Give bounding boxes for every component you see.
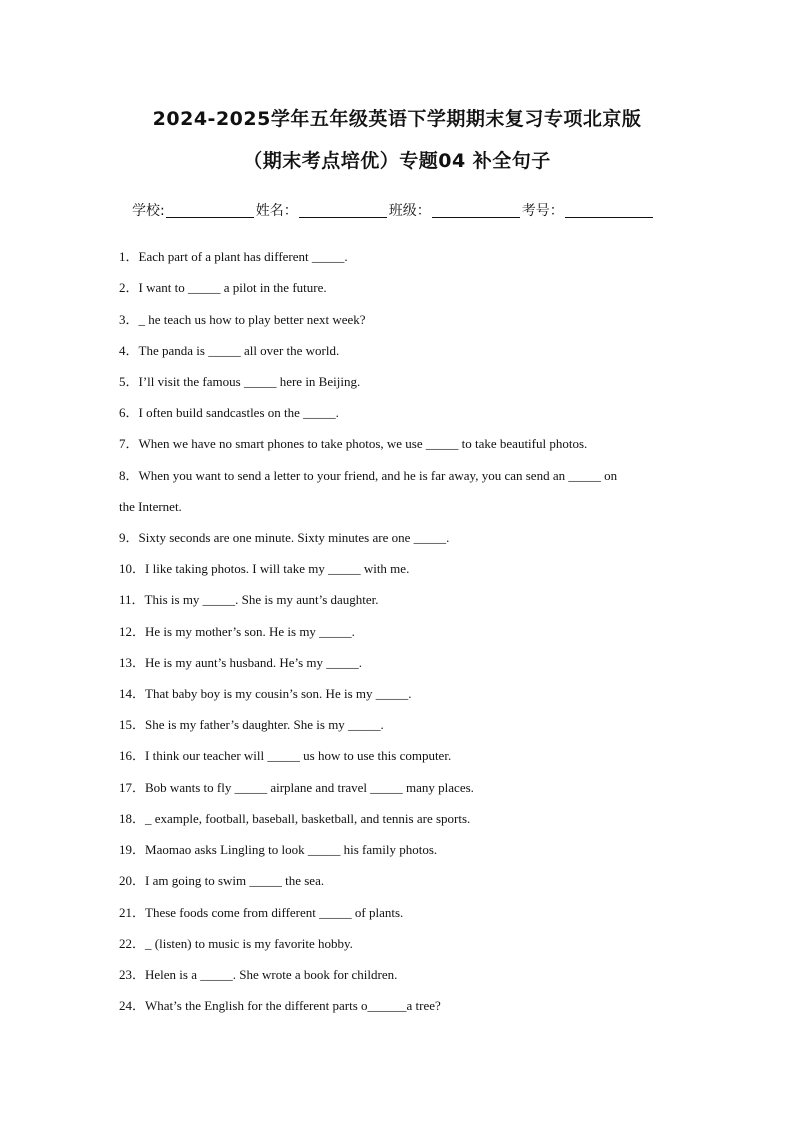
question-number: 17． bbox=[119, 780, 146, 795]
question-number: 2． bbox=[119, 280, 139, 295]
question-text: _ (listen) to music is my favorite hobby. bbox=[145, 936, 353, 951]
question-line bbox=[119, 404, 339, 422]
question-text: I’ll visit the famous _____ here in Beijing. bbox=[138, 374, 361, 389]
question-text: When we have no smart phones to take photos, we use _____ to take beautiful photos. bbox=[138, 436, 588, 451]
question-line bbox=[119, 841, 437, 859]
question-text: Bob wants to fly _____ airplane and travel _____ many places. bbox=[145, 780, 474, 795]
question-number: 5． bbox=[119, 374, 139, 389]
question-number: 13． bbox=[119, 655, 146, 670]
question-line bbox=[119, 311, 366, 329]
page-title: 2024-2025学年五年级英语下学期期末复习专项北京版 bbox=[152, 108, 642, 130]
question-line-continued bbox=[119, 498, 182, 516]
question-line bbox=[119, 872, 324, 890]
question-number: 22． bbox=[119, 936, 146, 951]
question-text: She is my father’s daughter. She is my _____. bbox=[145, 717, 384, 732]
question-line bbox=[119, 529, 449, 547]
name-field bbox=[256, 200, 389, 220]
question-line bbox=[119, 654, 362, 672]
question-number: 3． bbox=[119, 312, 139, 327]
question-line bbox=[119, 560, 409, 578]
question-line bbox=[119, 373, 360, 391]
question-line bbox=[119, 810, 470, 828]
question-text: Maomao asks Lingling to look _____ his family photos. bbox=[145, 842, 438, 857]
id-blank[interactable] bbox=[565, 202, 653, 218]
question-number: 21． bbox=[119, 905, 146, 920]
name-label: 姓名： bbox=[255, 203, 298, 219]
school-field bbox=[132, 200, 256, 220]
question-number: 8． bbox=[119, 468, 139, 483]
page-subtitle: （期末考点培优）专题04 补全句子 bbox=[243, 150, 551, 172]
question-text: These foods come from different _____ of plants. bbox=[145, 905, 404, 920]
question-number: 11． bbox=[119, 592, 145, 607]
question-number: 15． bbox=[119, 717, 146, 732]
question-text: He is my mother’s son. He is my _____. bbox=[145, 624, 355, 639]
question-text: _ example, football, baseball, basketball, and tennis are sports. bbox=[145, 811, 471, 826]
question-text: That baby boy is my cousin’s son. He is my _____. bbox=[145, 686, 412, 701]
question-line bbox=[119, 467, 617, 485]
question-number: 12． bbox=[119, 624, 146, 639]
school-blank[interactable] bbox=[166, 202, 254, 218]
question-line bbox=[119, 997, 441, 1015]
question-text: Sixty seconds are one minute. Sixty minutes are one _____. bbox=[138, 530, 450, 545]
question-number: 16． bbox=[119, 748, 146, 763]
question-text: Helen is a _____. She wrote a book for children. bbox=[145, 967, 398, 982]
question-number: 6． bbox=[119, 405, 139, 420]
question-number: 4． bbox=[119, 343, 139, 358]
question-line bbox=[119, 342, 339, 360]
question-line bbox=[119, 966, 397, 984]
class-field bbox=[389, 200, 522, 220]
question-text: Each part of a plant has different _____. bbox=[138, 249, 348, 264]
question-text: This is my _____. She is my aunt’s daughter. bbox=[144, 592, 379, 607]
question-number: 24． bbox=[119, 998, 146, 1013]
question-number: 1． bbox=[119, 249, 139, 264]
question-line bbox=[119, 685, 412, 703]
question-line bbox=[119, 435, 587, 453]
question-text: the Internet. bbox=[119, 499, 182, 514]
class-label: 班级： bbox=[388, 203, 431, 219]
id-field bbox=[522, 200, 655, 220]
question-text: What’s the English for the different parts o______a tree? bbox=[145, 998, 441, 1013]
question-text: I often build sandcastles on the _____. bbox=[138, 405, 339, 420]
question-line bbox=[119, 591, 379, 609]
question-text: I like taking photos. I will take my _____ with me. bbox=[145, 561, 410, 576]
question-line bbox=[119, 248, 348, 266]
student-info-line bbox=[132, 200, 672, 220]
question-number: 14． bbox=[119, 686, 146, 701]
question-number: 9． bbox=[119, 530, 139, 545]
question-number: 18． bbox=[119, 811, 146, 826]
question-number: 7． bbox=[119, 436, 139, 451]
question-text: He is my aunt’s husband. He’s my _____. bbox=[145, 655, 363, 670]
school-label: 学校: bbox=[132, 203, 165, 219]
question-number: 10． bbox=[119, 561, 146, 576]
question-text: I am going to swim _____ the sea. bbox=[145, 873, 325, 888]
id-label: 考号： bbox=[521, 203, 564, 219]
question-line bbox=[119, 623, 355, 641]
question-text: When you want to send a letter to your friend, and he is far away, you can send an _____ on bbox=[138, 468, 618, 483]
name-blank[interactable] bbox=[299, 202, 387, 218]
question-line bbox=[119, 904, 403, 922]
question-text: I think our teacher will _____ us how to use this computer. bbox=[145, 748, 452, 763]
question-number: 19． bbox=[119, 842, 146, 857]
question-line bbox=[119, 716, 384, 734]
question-text: The panda is _____ all over the world. bbox=[138, 343, 340, 358]
class-blank[interactable] bbox=[432, 202, 520, 218]
question-number: 23． bbox=[119, 967, 146, 982]
question-line bbox=[119, 935, 353, 953]
question-text: I want to _____ a pilot in the future. bbox=[138, 280, 327, 295]
question-number: 20． bbox=[119, 873, 146, 888]
question-line bbox=[119, 279, 327, 297]
question-line bbox=[119, 747, 451, 765]
question-line bbox=[119, 779, 474, 797]
question-text: _ he teach us how to play better next week? bbox=[138, 312, 366, 327]
